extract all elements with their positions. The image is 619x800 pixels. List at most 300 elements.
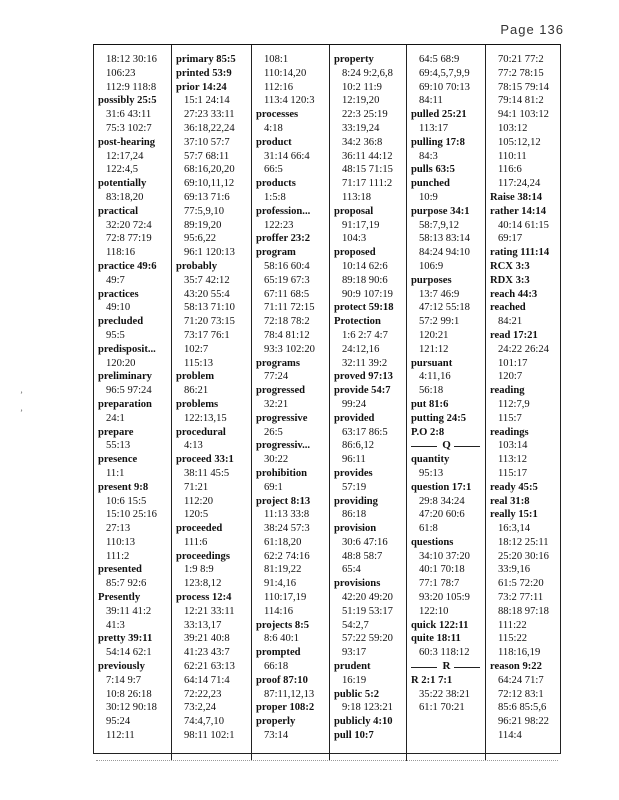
index-subentry: 30:22 (264, 454, 289, 466)
index-entry: proved 97:13 (334, 371, 393, 383)
index-subentry: 95:13 (419, 467, 444, 479)
index-subentry: 73:2 77:11 (498, 592, 544, 604)
index-subentry: 42:20 49:20 (342, 592, 393, 604)
index-subentry: 71:11 72:15 (264, 302, 315, 314)
index-subentry: 58:13 83:14 (419, 233, 470, 245)
index-entry: rating 111:14 (490, 247, 550, 259)
index-entry: practices (98, 288, 139, 300)
index-subentry: 106:9 (419, 260, 444, 272)
index-subentry: 56:18 (419, 385, 444, 397)
index-subentry: 12:19,20 (342, 95, 380, 107)
index-entry: provide 54:7 (334, 385, 391, 397)
index-subentry: 47:20 60:6 (419, 509, 465, 521)
index-entry: practical (98, 205, 139, 217)
index-entry: RCX 3:3 (490, 260, 530, 272)
index-subentry: 112:7,9 (498, 398, 530, 410)
index-subentry: 74:4,7,10 (184, 716, 225, 728)
index-subentry: 73:14 (264, 730, 289, 742)
index-subentry: 72:8 77:19 (106, 233, 152, 245)
index-subentry: 10:9 (419, 191, 438, 203)
index-subentry: 84:21 (498, 316, 523, 328)
index-entry: progressed (256, 385, 306, 397)
index-entry: provision (334, 523, 377, 535)
index-subentry: 113:18 (342, 191, 372, 203)
index-entry: post-hearing (98, 136, 156, 148)
index-entry: prompted (256, 647, 301, 659)
index-subentry: 122:13,15 (184, 412, 227, 424)
index-entry: primary 85:5 (176, 54, 236, 65)
index-subentry: 48:15 71:15 (342, 164, 393, 176)
index-subentry: 61:5 72:20 (498, 578, 544, 590)
index-entry: presented (98, 564, 142, 576)
index-entry: rather 14:14 (490, 205, 546, 217)
index-entry: proffer 23:2 (256, 233, 311, 245)
index-subentry: 102:7 (184, 343, 209, 355)
index-entry: pulls 63:5 (411, 164, 455, 176)
index-subentry: 31:14 66:4 (264, 150, 310, 162)
index-subentry: 58:16 60:4 (264, 260, 310, 272)
index-entry: project 8:13 (256, 495, 311, 507)
index-subentry: 47:12 55:18 (419, 302, 470, 314)
index-subentry: 33:13,17 (184, 619, 222, 631)
index-subentry: 113:12 (498, 454, 528, 466)
index-entry: reading (490, 385, 525, 397)
index-entry: practice 49:6 (98, 260, 157, 272)
index-entry: predisposit... (98, 343, 156, 355)
index-entry: really 15:1 (490, 509, 538, 521)
index-subentry: 115:7 (498, 412, 522, 424)
index-subentry: 69:4,5,7,9,9 (419, 67, 470, 79)
index-subentry: 116:6 (498, 164, 522, 176)
index-subentry: 38:11 45:5 (184, 467, 230, 479)
index-subentry: 118:16,19 (498, 647, 541, 659)
index-subentry: 113:4 120:3 (264, 95, 315, 107)
index-subentry: 13:7 46:9 (419, 288, 460, 300)
index-subentry: 16:19 (342, 674, 367, 686)
index-entry: presence (98, 454, 138, 466)
index-subentry: 26:5 (264, 426, 283, 438)
index-column (329, 45, 407, 761)
index-subentry: 108:1 (264, 54, 289, 65)
index-column (251, 45, 330, 761)
index-subentry: 122:10 (419, 605, 449, 617)
index-entry: products (256, 178, 296, 190)
index-entry: pull 10:7 (334, 730, 374, 742)
index-entry: quite 18:11 (411, 633, 461, 645)
index-subentry: 64:24 71:7 (498, 674, 544, 686)
index-subentry: 57:7 68:11 (184, 150, 230, 162)
index-column (171, 45, 252, 761)
index-subentry: 61:8 (419, 523, 438, 535)
index-subentry: 120:5 (184, 509, 209, 521)
index-subentry: 84:11 (419, 95, 443, 107)
index-subentry: 87:11,12,13 (264, 688, 315, 700)
index-subentry: 112:9 118:8 (106, 81, 157, 93)
index-subentry: 104:3 (342, 233, 367, 245)
index-subentry: 111:6 (184, 536, 208, 548)
index-subentry: 15:1 24:14 (184, 95, 230, 107)
index-entry: putting 24:5 (411, 412, 467, 424)
index-entry: prudent (334, 661, 371, 673)
index-subentry: 38:24 57:3 (264, 523, 310, 535)
index-subentry: 55:13 (106, 440, 131, 452)
index-entry: potentially (98, 178, 147, 190)
index-subentry: 40:14 61:15 (498, 219, 549, 231)
index-entry: possibly 25:5 (98, 95, 157, 107)
index-subentry: 93:20 105:9 (419, 592, 470, 604)
index-entry: punched (411, 178, 450, 190)
margin-mark: ʼ (20, 408, 23, 418)
index-entry: process 12:4 (176, 592, 232, 604)
index-subentry: 34:10 37:20 (419, 550, 470, 562)
index-subentry: 86:6,12 (342, 440, 375, 452)
index-entry: pursuant (411, 357, 453, 369)
index-entry: preparation (98, 398, 152, 410)
index-subentry: 32:20 72:4 (106, 219, 152, 231)
index-subentry: 103:12 (498, 122, 528, 134)
index-subentry: 110:13 (106, 536, 136, 548)
index-subentry: 84:24 94:10 (419, 247, 470, 259)
index-subentry: 58:13 71:10 (184, 302, 235, 314)
index-subentry: 111:2 (106, 550, 130, 562)
index-subentry: 4:18 (264, 122, 283, 134)
index-entry: RDX 3:3 (490, 274, 530, 286)
index-subentry: 77:1 78:7 (419, 578, 460, 590)
index-entry: product (256, 136, 292, 148)
index-subentry: 69:1 (264, 481, 283, 493)
index-subentry: 69:17 (498, 233, 523, 245)
index-subentry: 33:9,16 (498, 564, 531, 576)
index-table (93, 44, 561, 754)
index-entry: present 9:8 (98, 481, 149, 493)
index-entry: reason 9:22 (490, 661, 542, 673)
index-entry: prohibition (256, 467, 308, 479)
index-subentry: 71:20 73:15 (184, 316, 235, 328)
index-subentry: 30:12 90:18 (106, 702, 157, 714)
index-subentry: 54:14 62:1 (106, 647, 152, 659)
index-entry: procedural (176, 426, 226, 438)
index-subentry: 48:8 58:7 (342, 550, 383, 562)
index-entry: property (334, 54, 374, 65)
index-subentry: 93:17 (342, 647, 367, 659)
index-subentry: 69:13 71:6 (184, 191, 230, 203)
index-entry: problem (176, 371, 215, 383)
index-entry: pulled 25:21 (411, 109, 467, 121)
index-subentry: 90:9 107:19 (342, 288, 393, 300)
index-subentry: 83:18,20 (106, 191, 144, 203)
index-entry: proceedings (176, 550, 230, 562)
index-subentry: 68:16,20,20 (184, 164, 235, 176)
index-subentry: 25:20 30:16 (498, 550, 549, 562)
index-entry: projects 8:5 (256, 619, 310, 631)
index-subentry: 96:11 (342, 454, 366, 466)
index-subentry: 73:2,24 (184, 702, 217, 714)
index-subentry: 106:23 (106, 67, 136, 79)
index-subentry: 10:8 26:18 (106, 688, 152, 700)
index-subentry: 117:24,24 (498, 178, 541, 190)
index-entry: public 5:2 (334, 688, 380, 700)
index-entry: preliminary (98, 371, 152, 383)
index-subentry: 1:6 2:7 4:7 (342, 329, 388, 341)
index-entry: purposes (411, 274, 452, 286)
index-entry: proposed (334, 247, 376, 259)
index-subentry: 77:5,9,10 (184, 205, 225, 217)
index-subentry: 101:17 (498, 357, 528, 369)
index-subentry: 86:21 (184, 385, 209, 397)
index-subentry: 85:7 92:6 (106, 578, 147, 590)
index-subentry: 114:4 (498, 730, 522, 742)
index-subentry: 40:1 70:18 (419, 564, 465, 576)
index-subentry: 72:12 83:1 (498, 688, 544, 700)
index-subentry: 54:2,7 (342, 619, 369, 631)
index-subentry: 120:21 (419, 329, 449, 341)
index-entry: processes (256, 109, 299, 121)
index-subentry: 118:16 (106, 247, 136, 259)
index-entry: reach 44:3 (490, 288, 538, 300)
index-entry: prepare (98, 426, 134, 438)
index-subentry: 110:17,19 (264, 592, 307, 604)
index-subentry: 29:8 34:24 (419, 495, 465, 507)
index-subentry: 120:20 (106, 357, 136, 369)
index-subentry: 114:16 (264, 605, 294, 617)
index-entry: Raise 38:14 (490, 191, 543, 203)
index-subentry: 70:21 77:2 (498, 54, 544, 65)
index-entry: properly (256, 716, 296, 728)
index-subentry: 57:2 99:1 (419, 316, 460, 328)
index-entry: problems (176, 398, 219, 410)
index-subentry: 122:23 (264, 219, 294, 231)
index-subentry: 110:11 (498, 150, 527, 162)
index-entry: pulling 17:8 (411, 136, 465, 148)
index-entry: Presently (98, 592, 141, 604)
index-entry: put 81:6 (411, 398, 449, 410)
index-entry: providing (334, 495, 378, 507)
index-subentry: 16:3,14 (498, 523, 531, 535)
index-subentry: 61:18,20 (264, 536, 302, 548)
index-subentry: 84:3 (419, 150, 438, 162)
index-entry: proper 108:2 (256, 702, 315, 714)
index-subentry: 73:17 76:1 (184, 329, 230, 341)
index-subentry: 1:9 8:9 (184, 564, 214, 576)
index-subentry: 115:13 (184, 357, 214, 369)
index-subentry: 66:5 (264, 164, 283, 176)
index-subentry: 69:10,11,12 (184, 178, 235, 190)
index-subentry: 112:11 (106, 730, 135, 742)
section-letter: Q (407, 439, 486, 453)
page-number: Page 136 (500, 22, 564, 37)
index-subentry: 60:3 118:12 (419, 647, 470, 659)
index-subentry: 96:21 98:22 (498, 716, 549, 728)
index-entry: publicly 4:10 (334, 716, 393, 728)
index-subentry: 35:7 42:12 (184, 274, 230, 286)
index-subentry: 4:13 (184, 440, 203, 452)
index-subentry: 36:11 44:12 (342, 150, 393, 162)
index-subentry: 77:24 (264, 371, 289, 383)
index-subentry: 91:17,19 (342, 219, 380, 231)
index-subentry: 32:21 (264, 398, 289, 410)
index-subentry: 112:20 (184, 495, 214, 507)
index-subentry: 11:13 33:8 (264, 509, 310, 521)
index-subentry: 24:1 (106, 412, 125, 424)
index-subentry: 18:12 30:16 (106, 54, 157, 65)
index-subentry: 62:21 63:13 (184, 661, 235, 673)
index-subentry: 8:24 9:2,6,8 (342, 67, 393, 79)
index-subentry: 123:8,12 (184, 578, 222, 590)
index-entry: provides (334, 467, 373, 479)
index-subentry: 95:24 (106, 716, 131, 728)
index-subentry: 77:2 78:15 (498, 67, 544, 79)
index-entry: quick 122:11 (411, 619, 469, 631)
index-entry: prior 14:24 (176, 81, 227, 93)
index-subentry: 10:14 62:6 (342, 260, 388, 272)
index-entry: programs (256, 357, 300, 369)
index-subentry: 12:21 33:11 (184, 605, 235, 617)
bottom-rule (96, 760, 558, 761)
index-entry: reached (490, 302, 526, 314)
index-entry: progressiv... (256, 440, 311, 452)
index-subentry: 32:11 39:2 (342, 357, 388, 369)
index-subentry: 93:3 102:20 (264, 343, 315, 355)
index-entry: protect 59:18 (334, 302, 394, 314)
index-subentry: 61:1 70:21 (419, 702, 465, 714)
index-subentry: 41:3 (106, 619, 125, 631)
index-subentry: 10:6 15:5 (106, 495, 147, 507)
index-subentry: 89:19,20 (184, 219, 222, 231)
index-subentry: 62:2 74:16 (264, 550, 310, 562)
index-subentry: 121:12 (419, 343, 449, 355)
index-entry: ready 45:5 (490, 481, 538, 493)
index-column (94, 45, 171, 761)
index-subentry: 98:11 102:1 (184, 730, 235, 742)
index-subentry: 49:7 (106, 274, 125, 286)
index-subentry: 58:7,9,12 (419, 219, 460, 231)
index-entry: questions (411, 536, 454, 548)
index-subentry: 49:10 (106, 302, 131, 314)
index-subentry: 95:6,22 (184, 233, 217, 245)
index-subentry: 7:14 9:7 (106, 674, 142, 686)
index-column (485, 45, 563, 761)
index-subentry: 71:17 111:2 (342, 178, 393, 190)
index-subentry: 8:6 40:1 (264, 633, 300, 645)
index-entry: progressive (256, 412, 308, 424)
index-subentry: 66:18 (264, 661, 289, 673)
index-subentry: 86:18 (342, 509, 367, 521)
index-subentry: 10:2 11:9 (342, 81, 382, 93)
index-subentry: 95:5 (106, 329, 125, 341)
index-subentry: 15:10 25:16 (106, 509, 157, 521)
index-entry: readings (490, 426, 529, 438)
index-entry: R 2:1 7:1 (411, 674, 453, 686)
index-subentry: 115:22 (498, 633, 528, 645)
index-entry: purpose 34:1 (411, 205, 470, 217)
index-subentry: 57:19 (342, 481, 367, 493)
index-subentry: 110:14,20 (264, 67, 307, 79)
index-entry: Protection (334, 316, 381, 328)
section-letter: R (407, 660, 486, 674)
index-subentry: 65:4 (342, 564, 361, 576)
index-subentry: 31:6 43:11 (106, 109, 152, 121)
index-entry: proposal (334, 205, 374, 217)
index-subentry: 63:17 86:5 (342, 426, 388, 438)
index-subentry: 88:18 97:18 (498, 605, 549, 617)
index-column (406, 45, 486, 761)
index-subentry: 72:22,23 (184, 688, 222, 700)
index-subentry: 39:21 40:8 (184, 633, 230, 645)
index-subentry: 65:19 67:3 (264, 274, 310, 286)
index-subentry: 9:18 123:21 (342, 702, 393, 714)
index-subentry: 27:13 (106, 523, 131, 535)
index-subentry: 4:11,16 (419, 371, 451, 383)
index-subentry: 69:10 70:13 (419, 81, 470, 93)
index-subentry: 120:7 (498, 371, 523, 383)
index-subentry: 85:6 85:5,6 (498, 702, 547, 714)
index-entry: previously (98, 661, 145, 673)
index-subentry: 75:3 102:7 (106, 122, 152, 134)
index-subentry: 34:2 36:8 (342, 136, 383, 148)
index-subentry: 105:12,12 (498, 136, 541, 148)
index-subentry: 72:18 78:2 (264, 316, 310, 328)
index-entry: proceed 33:1 (176, 454, 234, 466)
index-entry: P.O 2:8 (411, 426, 445, 438)
index-subentry: 96:1 120:13 (184, 247, 235, 259)
index-subentry: 115:17 (498, 467, 528, 479)
index-subentry: 111:22 (498, 619, 527, 631)
index-subentry: 96:5 97:24 (106, 385, 152, 397)
index-entry: provided (334, 412, 375, 424)
index-subentry: 51:19 53:17 (342, 605, 393, 617)
index-subentry: 24:12,16 (342, 343, 380, 355)
index-entry: read 17:21 (490, 329, 538, 341)
index-subentry: 64:14 71:4 (184, 674, 230, 686)
index-subentry: 91:4,16 (264, 578, 297, 590)
index-entry: printed 53:9 (176, 67, 232, 79)
index-entry: proceeded (176, 523, 223, 535)
index-subentry: 99:24 (342, 398, 367, 410)
index-subentry: 78:4 81:12 (264, 329, 310, 341)
index-subentry: 1:5:8 (264, 191, 286, 203)
index-subentry: 67:11 68:5 (264, 288, 310, 300)
index-entry: profession... (256, 205, 311, 217)
index-subentry: 41:23 43:7 (184, 647, 230, 659)
index-entry: probably (176, 260, 218, 272)
index-entry: provisions (334, 578, 381, 590)
index-entry: precluded (98, 316, 144, 328)
index-subentry: 113:17 (419, 122, 449, 134)
index-entry: question 17:1 (411, 481, 472, 493)
index-subentry: 103:14 (498, 440, 528, 452)
index-subentry: 27:23 33:11 (184, 109, 235, 121)
index-subentry: 94:1 103:12 (498, 109, 549, 121)
index-subentry: 71:21 (184, 481, 209, 493)
index-subentry: 112:16 (264, 81, 294, 93)
index-subentry: 122:4,5 (106, 164, 139, 176)
index-subentry: 57:22 59:20 (342, 633, 393, 645)
index-subentry: 22:3 25:19 (342, 109, 388, 121)
index-subentry: 36:18,22,24 (184, 122, 235, 134)
index-entry: pretty 39:11 (98, 633, 153, 645)
index-subentry: 33:19,24 (342, 122, 380, 134)
index-subentry: 39:11 41:2 (106, 605, 152, 617)
index-subentry: 81:19,22 (264, 564, 302, 576)
index-subentry: 43:20 55:4 (184, 288, 230, 300)
index-subentry: 89:18 90:6 (342, 274, 388, 286)
index-subentry: 37:10 57:7 (184, 136, 230, 148)
index-entry: real 31:8 (490, 495, 530, 507)
index-subentry: 64:5 68:9 (419, 54, 460, 65)
index-subentry: 11:1 (106, 467, 125, 479)
index-subentry: 35:22 38:21 (419, 688, 470, 700)
index-subentry: 24:22 26:24 (498, 343, 549, 355)
